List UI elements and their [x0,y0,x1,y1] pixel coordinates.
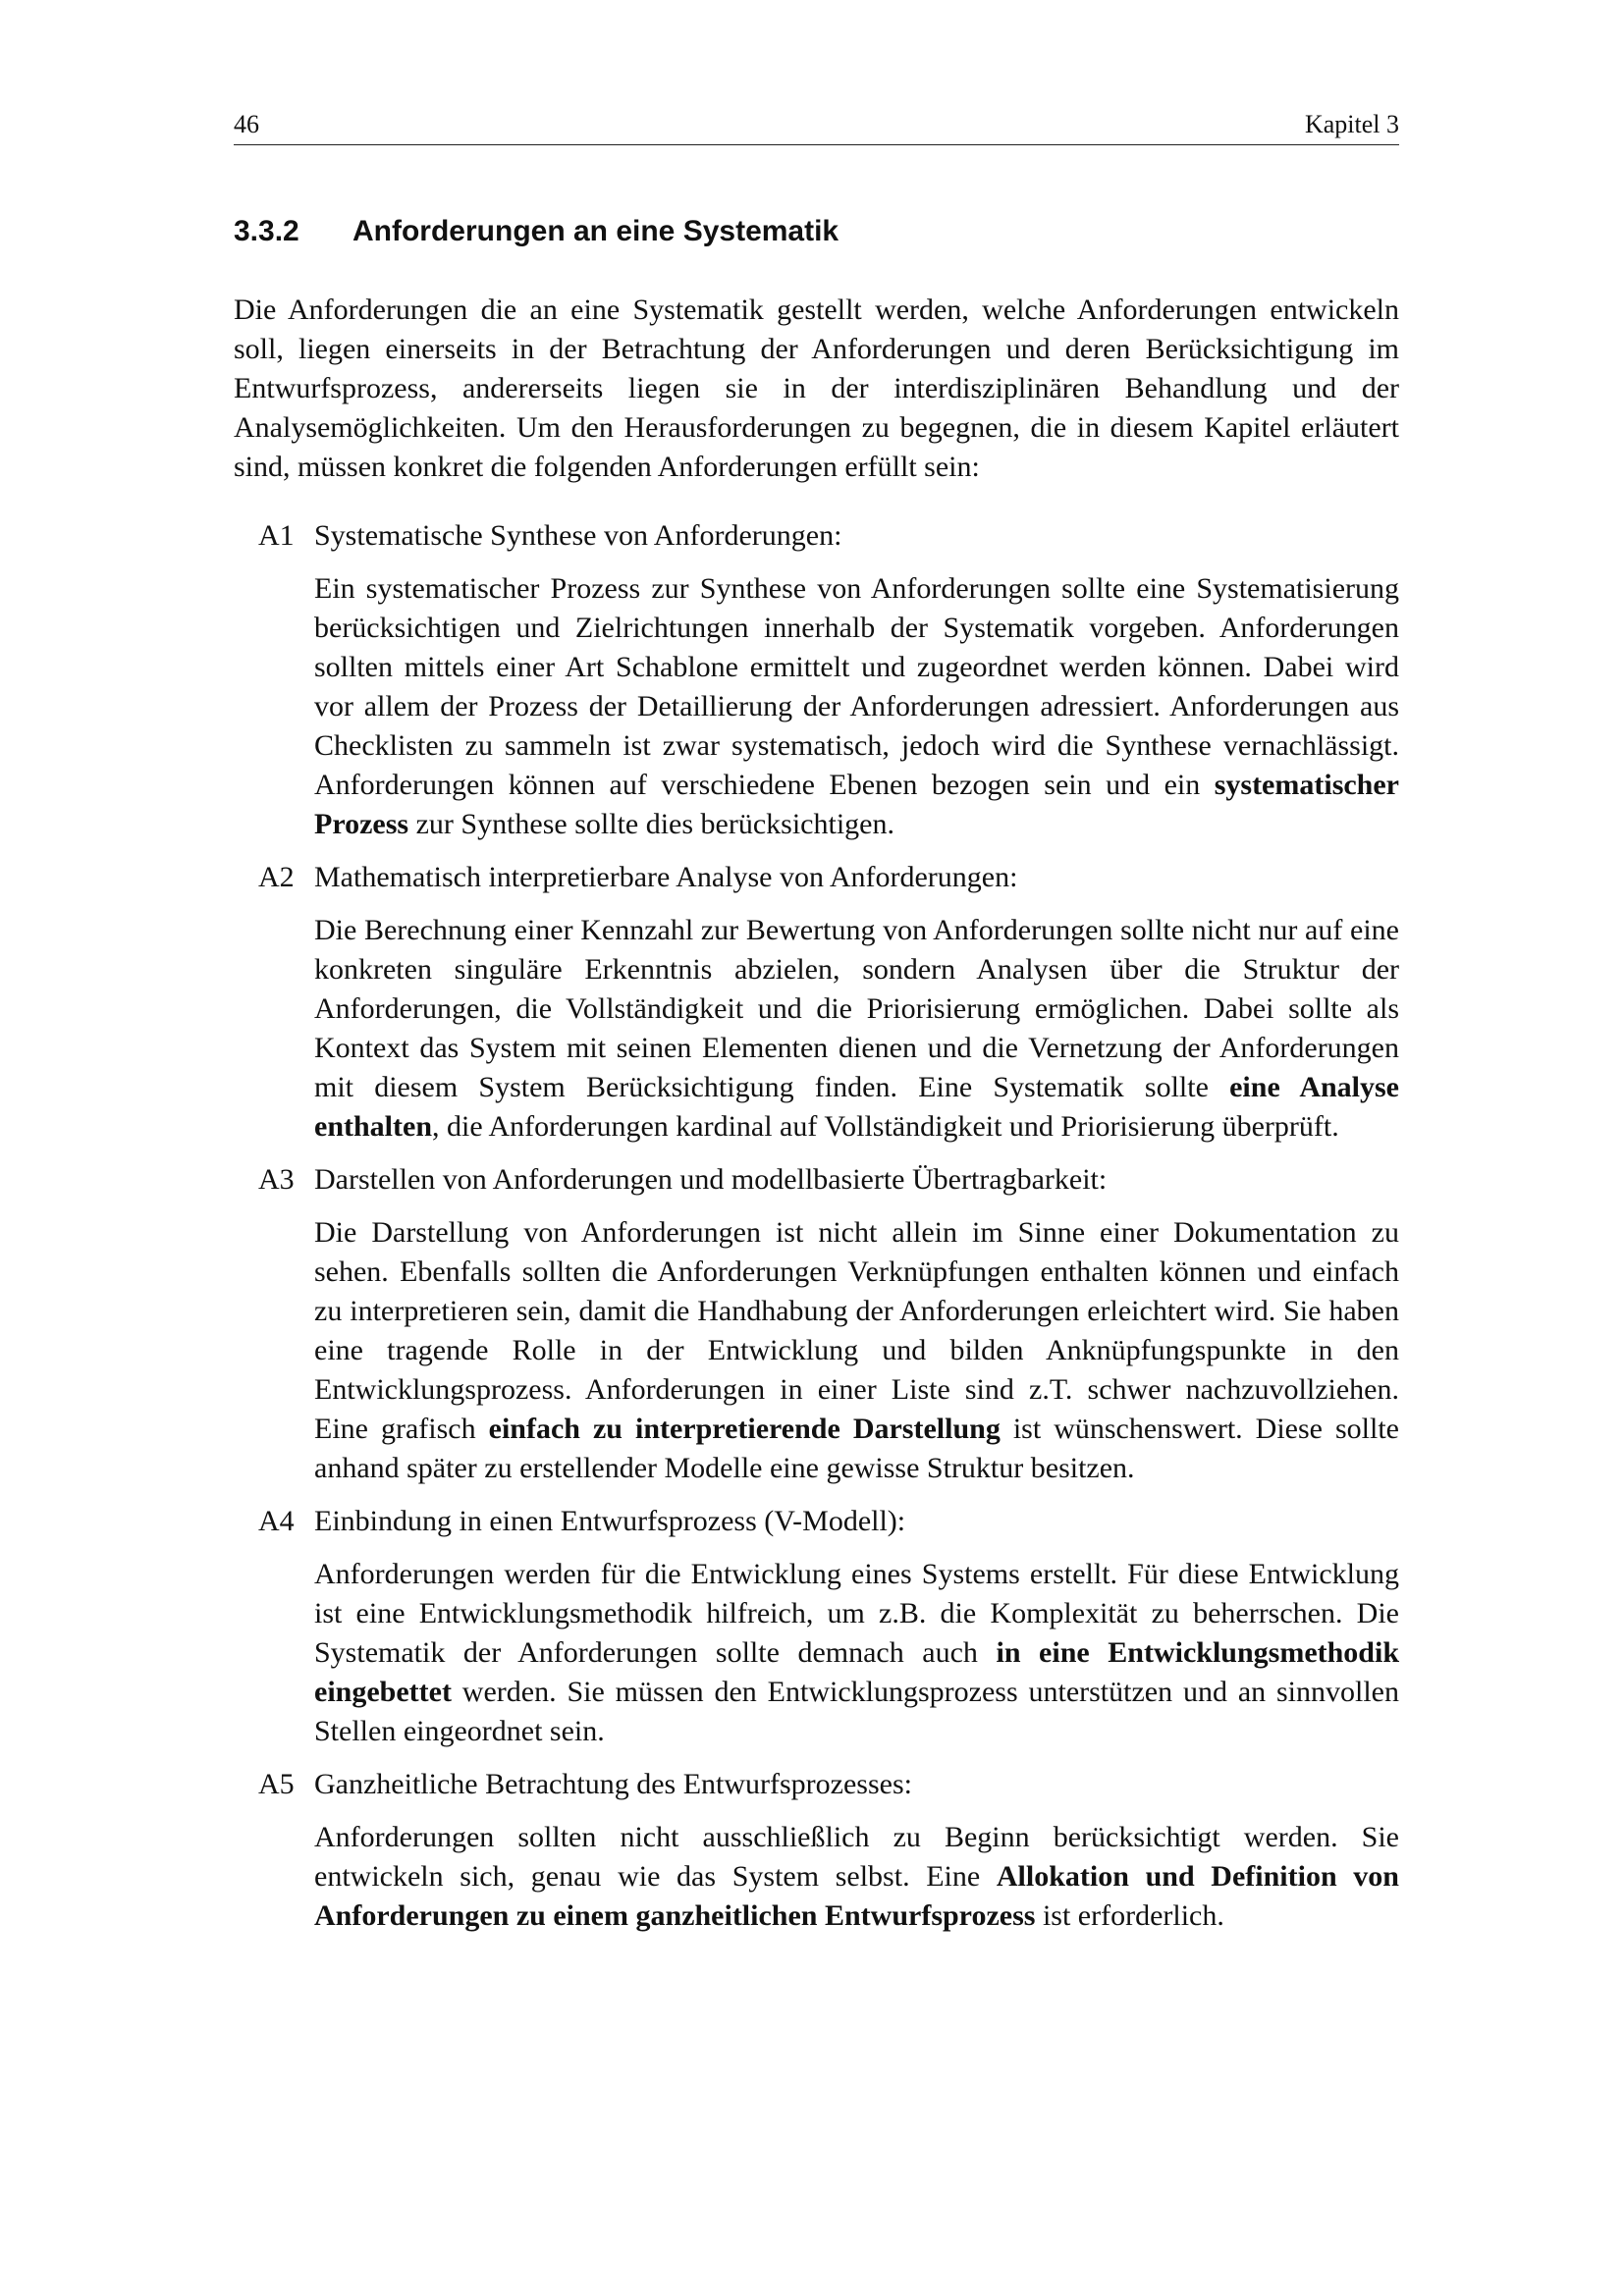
requirement-title: Ganzheitliche Betrachtung des Entwurfsprozesses: [314,1768,912,1800]
requirement-text-part: Anforderungen sollten nicht ausschließlich zu Beginn berücksichtigt werden. Sie entwickeln sich, genau wie das System selbst. Eine [314,1821,1399,1893]
intro-paragraph: Die Anforderungen die an eine Systematik gestellt werden, welche Anforderungen entwickeln soll, liegen einerseits in der Betrachtung der Anforderungen und deren Berücksichtigung im Entwurfsprozess, andererseits liegen sie in der interdisziplinären Behandlung und der Analysemöglichkeiten. Um den Herausforderungen zu begegnen, die in diesem Kapitel erläutert sind, müssen konkret die folgenden Anforderungen erfüllt sein: [234,294,1399,483]
requirement-text-part: Anforderungen werden für die Entwicklung eines Systems erstellt. Für diese Entwicklung ist eine Entwicklungsmethodik hilfreich, um z.B. die Komplexität zu beherrschen. Die Systematik der Anforderungen sollte demnach auch [314,1558,1399,1669]
requirement-id: A4 [258,1505,295,1537]
requirement-title: Einbindung in einen Entwurfsprozess (V-Modell): [314,1505,906,1537]
requirement-description [314,1555,1399,1751]
requirement-text-part: ist wünschenswert. Diese sollte anhand später zu erstellender Modelle eine gewisse Struktur besitzen. [314,1413,1399,1484]
section-title: Anforderungen an eine Systematik [352,215,839,247]
requirement-text-part: zur Synthese sollte dies berücksichtigen. [408,808,894,840]
page-number: 46 [234,110,259,138]
requirement-text-part: Die Darstellung von Anforderungen ist nicht allein im Sinne einer Dokumentation zu sehen. Ebenfalls sollten die Anforderungen Verknüpfungen enthalten können und einfach zu interpretieren sein, damit die Handhabung der Anforderungen erleichtert wird. Sie haben eine tragende Rolle in der Entwicklung und bilden Anknüpfungspunkte in den Entwicklungsprozess. Anforderungen in einer Liste sind z.T. schwer nachzuvollziehen. Eine grafisch [314,1216,1399,1445]
requirement-id: A5 [258,1768,295,1800]
requirement-emphasis: eine Analyse enthalten [314,1071,1399,1143]
requirement-item [234,1765,1399,1936]
running-header [234,110,1399,145]
requirement-item [234,516,1399,844]
requirement-title: Systematische Synthese von Anforderungen: [314,519,842,552]
requirements-list [234,516,1399,1936]
requirement-text-part: Ein systematischer Prozess zur Synthese von Anforderungen sollte eine Systematisierung berücksichtigen und Zielrichtungen innerhalb der Systematik vorgeben. Anforderungen sollten mittels einer Art Schablone ermittelt und zugeordnet werden können. Dabei wird vor allem der Prozess der Detaillierung der Anforderungen adressiert. Anforderungen aus Checklisten zu sammeln ist zwar systematisch, jedoch wird die Synthese vernachlässigt. Anforderungen können auf verschiedene Ebenen bezogen sein und ein [314,572,1399,801]
requirement-heading [234,1502,1399,1541]
requirement-id: A3 [258,1163,295,1196]
requirement-emphasis: in eine Entwicklungsmethodik eingebettet [314,1636,1400,1708]
page [234,110,1399,1936]
requirement-heading [234,1160,1399,1200]
requirement-heading [234,858,1399,897]
requirement-heading [234,1765,1399,1804]
requirement-description [314,569,1399,844]
chapter-label: Kapitel 3 [1304,110,1399,138]
requirement-item [234,1502,1399,1751]
requirement-description [314,911,1399,1147]
requirement-emphasis: systematischer Prozess [314,769,1399,840]
requirement-id: A1 [258,519,295,552]
requirement-emphasis: Allokation und Definition von Anforderungen zu einem ganzheitlichen Entwurfsprozess [314,1860,1399,1932]
requirement-description [314,1213,1399,1488]
requirement-heading [234,516,1399,556]
requirement-title: Darstellen von Anforderungen und modellbasierte Übertragbarkeit: [314,1163,1108,1196]
requirement-text-part: werden. Sie müssen den Entwicklungsprozess unterstützen und an sinnvollen Stellen eingeordnet sein. [314,1676,1399,1747]
requirement-item [234,1160,1399,1488]
requirement-id: A2 [258,861,295,893]
section-number: 3.3.2 [234,215,299,247]
requirement-description [314,1818,1399,1936]
requirement-text-part: , die Anforderungen kardinal auf Vollständigkeit und Priorisierung überprüft. [432,1110,1339,1143]
requirement-text-part: ist erforderlich. [1035,1899,1224,1932]
requirement-title: Mathematisch interpretierbare Analyse von Anforderungen: [314,861,1018,893]
requirement-item [234,858,1399,1147]
requirement-emphasis: einfach zu interpretierende Darstellung [488,1413,1001,1445]
requirement-text-part: Die Berechnung einer Kennzahl zur Bewertung von Anforderungen sollte nicht nur auf eine konkreten singuläre Erkenntnis abzielen, sondern Analysen über die Struktur der Anforderungen, die Vollständigkeit und die Priorisierung ermöglichen. Dabei sollte als Kontext das System mit seinen Elementen dienen und die Vernetzung der Anforderungen mit diesem System Berücksichtigung finden. Eine Systematik sollte [314,914,1399,1103]
section-heading [234,214,1399,249]
